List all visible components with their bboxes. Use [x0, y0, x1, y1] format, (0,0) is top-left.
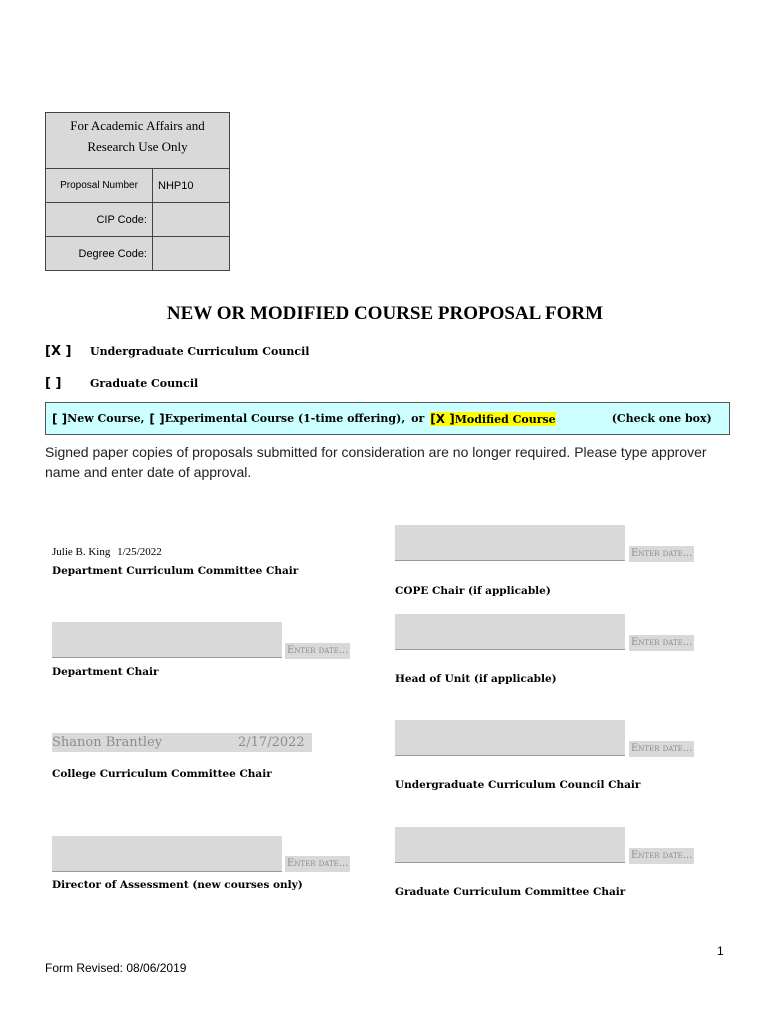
gcc-chair-date-field[interactable]: Enter date... — [629, 848, 694, 864]
dept-chair-role: Department Chair — [52, 666, 159, 678]
cope-signature-field[interactable] — [395, 525, 625, 561]
cip-code-row — [46, 203, 229, 237]
modified-course-checkbox[interactable]: [X ] — [430, 411, 455, 426]
new-course-label: New Course, — [67, 412, 145, 425]
new-course-checkbox[interactable]: [ ] — [52, 411, 68, 426]
proposal-number-row — [46, 169, 229, 203]
head-unit-role: Head of Unit (if applicable) — [395, 673, 557, 685]
degree-code-row — [46, 237, 229, 270]
proposal-number-label: Proposal Number — [46, 169, 153, 202]
degree-code-label: Degree Code: — [46, 237, 153, 270]
degree-code-value[interactable] — [153, 237, 229, 270]
college-ccc-signature[interactable] — [52, 733, 312, 752]
assessment-role: Director of Assessment (new courses only) — [52, 879, 303, 891]
gcc-chair-signature-field[interactable] — [395, 827, 625, 863]
dept-ccc-date[interactable]: 1/25/2022 — [117, 546, 162, 558]
cip-code-label: CIP Code: — [46, 203, 153, 236]
ucc-chair-signature-field[interactable] — [395, 720, 625, 756]
graduate-council-label: Graduate Council — [90, 377, 199, 390]
check-one-hint: (Check one box) — [611, 412, 712, 425]
college-ccc-date[interactable]: 2/17/2022 — [238, 735, 305, 750]
head-unit-signature-field[interactable] — [395, 614, 625, 650]
undergrad-council-label: Undergraduate Curriculum Council — [90, 345, 310, 358]
instructions-text: Signed paper copies of proposals submitted for consideration are no longer required. Please type approver name and enter date of approval. — [45, 444, 707, 480]
council-option-graduate[interactable] — [45, 376, 199, 391]
modified-course-label: Modified Course — [454, 412, 556, 426]
cip-code-value[interactable] — [153, 203, 229, 236]
modified-course-option[interactable] — [430, 412, 555, 426]
assessment-date-field[interactable]: Enter date... — [285, 856, 350, 872]
dept-ccc-role: Department Curriculum Committee Chair — [52, 565, 299, 577]
college-ccc-role: College Curriculum Committee Chair — [52, 768, 272, 780]
cope-date-field[interactable]: Enter date... — [629, 546, 694, 562]
ucc-chair-role: Undergraduate Curriculum Council Chair — [395, 779, 641, 791]
assessment-signature-field[interactable] — [52, 836, 282, 872]
or-text: or — [411, 412, 425, 425]
proposal-number-value[interactable]: NHP10 — [158, 179, 194, 192]
page-number: 1 — [717, 944, 724, 958]
cope-role: COPE Chair (if applicable) — [395, 585, 551, 597]
council-option-undergrad[interactable] — [45, 344, 310, 359]
dept-chair-date-field[interactable]: Enter date... — [285, 643, 350, 659]
ucc-chair-date-field[interactable]: Enter date... — [629, 741, 694, 757]
dept-ccc-signature[interactable] — [52, 546, 162, 558]
experimental-course-label: Experimental Course (1-time offering), — [164, 412, 406, 425]
experimental-course-checkbox[interactable]: [ ] — [149, 411, 165, 426]
college-ccc-name[interactable]: Shanon Brantley — [52, 735, 163, 750]
form-revised-footer: Form Revised: 08/06/2019 — [45, 961, 187, 975]
dept-ccc-name[interactable]: Julie B. King — [52, 546, 111, 558]
undergrad-checkbox[interactable]: [X ] — [45, 344, 72, 359]
course-type-box — [45, 402, 730, 435]
head-unit-date-field[interactable]: Enter date... — [629, 635, 694, 651]
academic-affairs-box — [45, 112, 230, 271]
graduate-checkbox[interactable]: [ ] — [45, 376, 62, 391]
gcc-chair-role: Graduate Curriculum Committee Chair — [395, 886, 626, 898]
form-title: NEW OR MODIFIED COURSE PROPOSAL FORM — [166, 303, 604, 324]
admin-box-header: For Academic Affairs and Research Use Only — [46, 113, 229, 169]
dept-chair-signature-field[interactable] — [52, 622, 282, 658]
